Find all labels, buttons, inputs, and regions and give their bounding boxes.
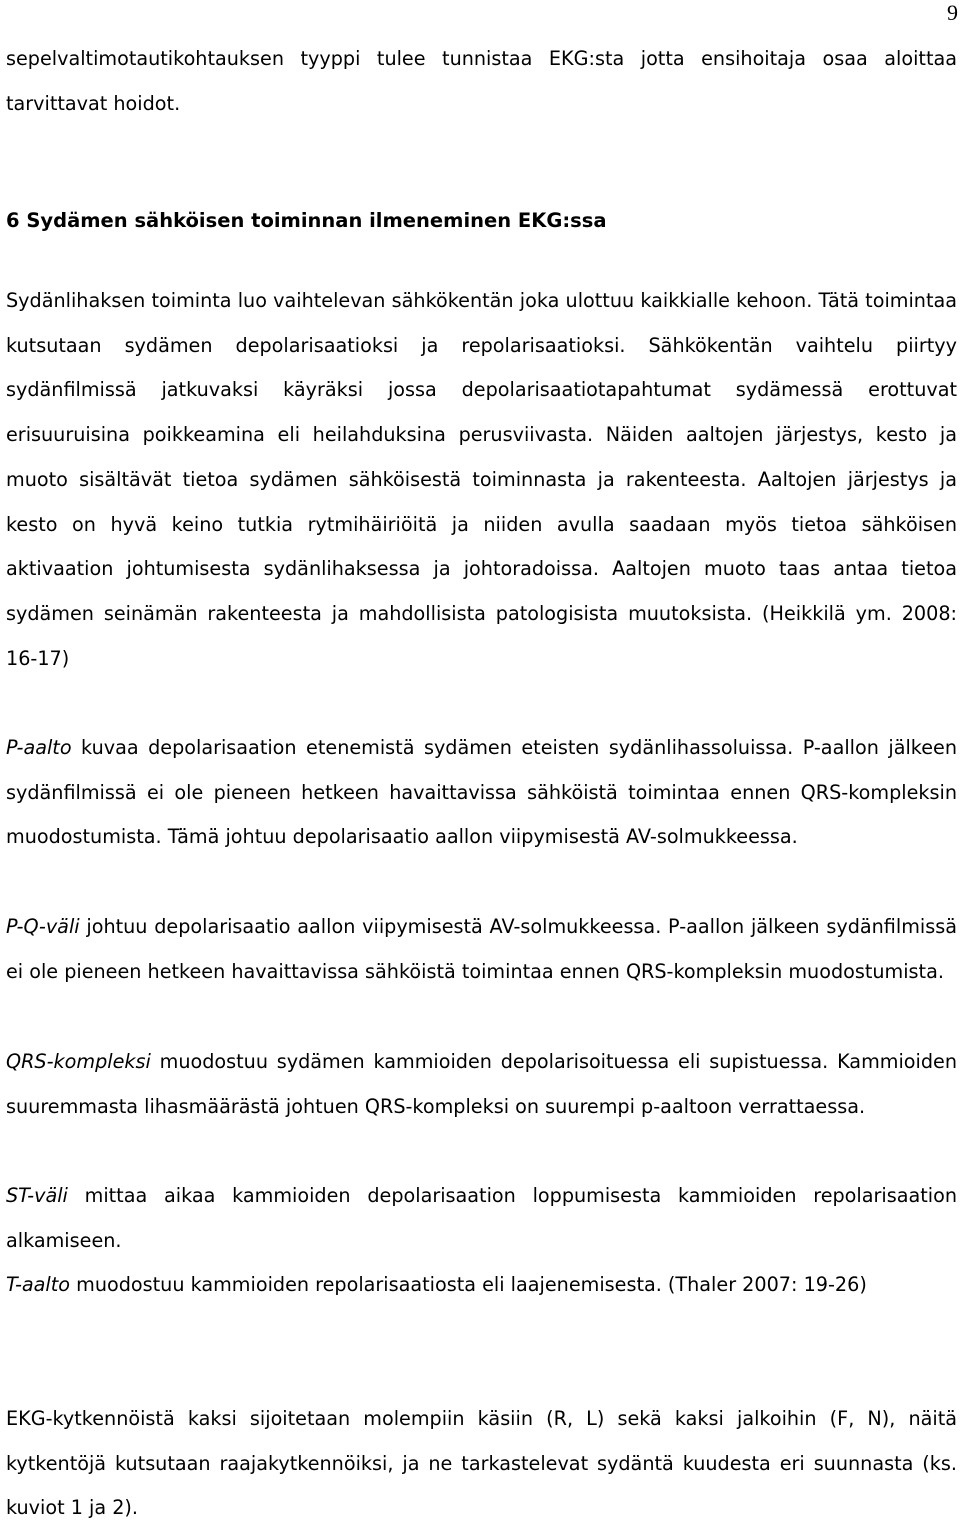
definition-term: ST-väli bbox=[6, 1184, 68, 1207]
section-heading: 6 Sydämen sähköisen toiminnan ilmeneminen EKG:ssa bbox=[6, 209, 607, 232]
definition-text: muodostuu sydämen kammioiden depolarisoituessa eli supistuessa. Kammioiden suuremmasta lihasmäärästä johtuen QRS-kompleksi on suurempi p-aaltoon verrattaessa. bbox=[6, 1050, 957, 1118]
definition-term: T-aalto bbox=[6, 1273, 71, 1296]
definition-t-aalto bbox=[6, 1263, 957, 1308]
definition-term: QRS-kompleksi bbox=[6, 1050, 151, 1073]
definition-p-aalto bbox=[6, 726, 957, 860]
page-number: 9 bbox=[947, 0, 958, 25]
definition-text: mittaa aikaa kammioiden depolarisaation loppumisesta kammioiden repolarisaation alkamiseen. bbox=[6, 1184, 957, 1252]
definition-text: johtuu depolarisaatio aallon viipymisestä AV-solmukkeessa. P-aallon jälkeen sydänfilmissä ei ole pieneen hetkeen havaittavissa sähköistä toimintaa ennen QRS-kompleksin muodostumista. bbox=[6, 915, 957, 983]
closing-paragraph: EKG-kytkennöistä kaksi sijoitetaan molempiin käsiin (R, L) sekä kaksi jalkoihin (F, N), näitä kytkentöjä kutsutaan raajakytkennöiksi, ja ne tarkastelevat sydäntä kuudesta eri suunnasta (ks. kuviot 1 ja 2). bbox=[6, 1407, 957, 1520]
definition-text: kuvaa depolarisaation etenemistä sydämen eteisten sydänlihassoluissa. P-aallon jälkeen sydänfilmissä ei ole pieneen hetkeen havaittavissa sähköistä toimintaa ennen QRS-kompleksin muodostumista. Tämä johtuu depolarisaatio aallon viipymisestä AV-solmukkeessa. bbox=[6, 736, 957, 849]
definition-term: P-Q-väli bbox=[6, 915, 80, 938]
definition-qrs-kompleksi bbox=[6, 1040, 957, 1129]
section-paragraph: Sydänlihaksen toiminta luo vaihtelevan sähkökentän joka ulottuu kaikkialle kehoon. Tätä toimintaa kutsutaan sydämen depolarisaatioksi ja repolarisaatioksi. Sähkökentän vaihtelu piirtyy sydänfilmissä jatkuvaksi käyräksi jossa depolarisaatiotapahtumat sydämessä erottuvat erisuuruisina poikkeamina eli heilahduksina perusviivasta. Näiden aaltojen järjestys, kesto ja muoto sisältävät tietoa sydämen sähköisestä toiminnasta ja rakenteesta. Aaltojen järjestys ja kesto on hyvä keino tutkia rytmihäiriöitä ja niiden avulla saadaan myös tietoa sähköisen aktivaation johtumisesta sydänlihaksessa ja johtoradoissa. Aaltojen muoto taas antaa tietoa sydämen seinämän rakenteesta ja mahdollisista patologisista muutoksista. (Heikkilä ym. 2008: 16-17) bbox=[6, 289, 957, 670]
intro-continuation-paragraph: sepelvaltimotautikohtauksen tyyppi tulee tunnistaa EKG:sta jotta ensihoitaja osaa aloittaa tarvittavat hoidot. bbox=[6, 47, 957, 115]
definition-st-vali bbox=[6, 1174, 957, 1263]
definition-term: P-aalto bbox=[6, 736, 72, 759]
definition-p-q-vali bbox=[6, 905, 957, 994]
definition-text: muodostuu kammioiden repolarisaatiosta eli laajenemisesta. (Thaler 2007: 19-26) bbox=[70, 1273, 867, 1296]
